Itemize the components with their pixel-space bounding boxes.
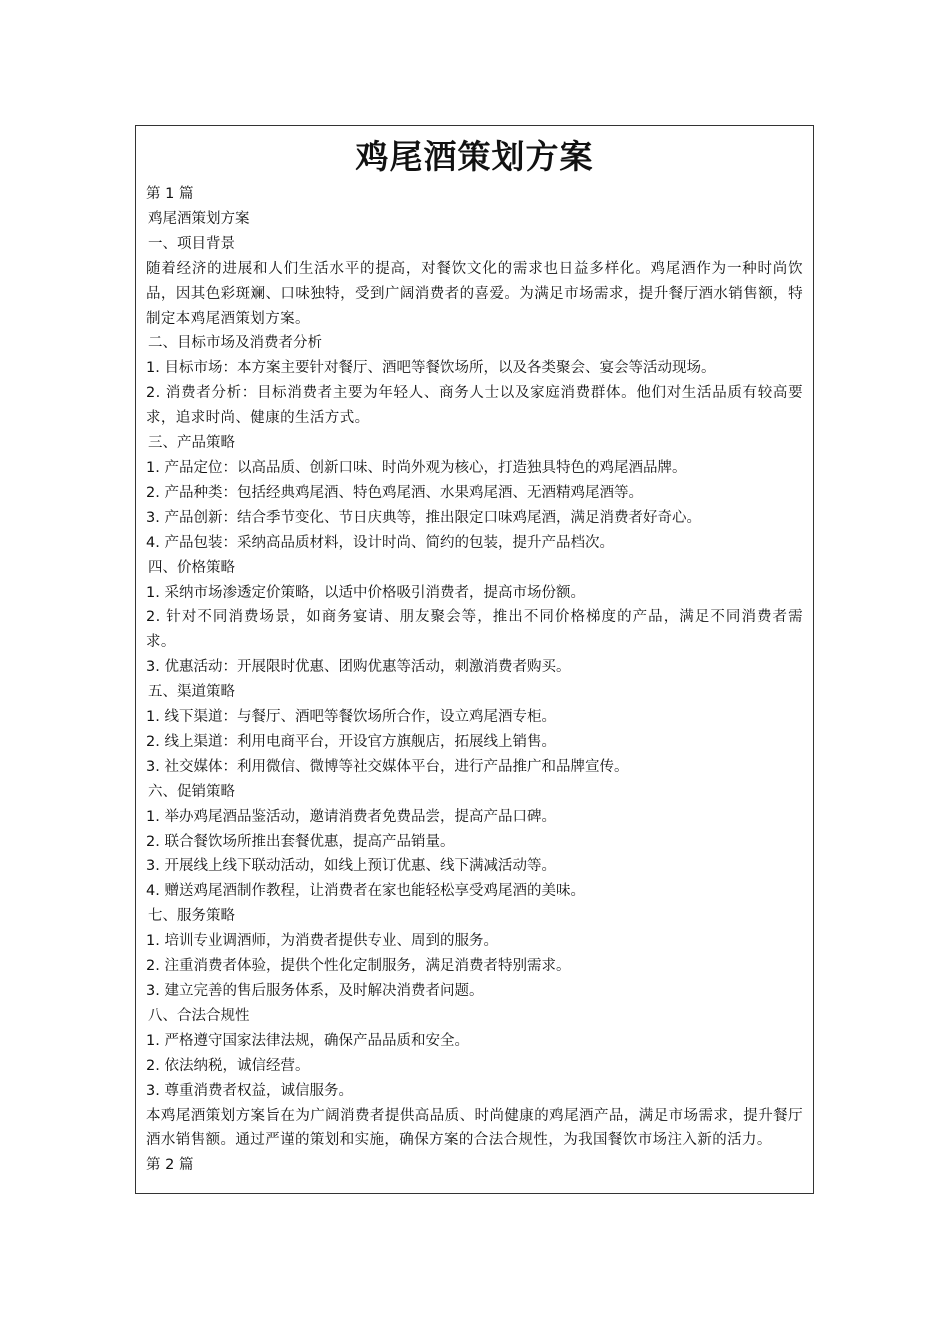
list-item: 3. 社交媒体：利用微信、微博等社交媒体平台，进行产品推广和品牌宣传。 xyxy=(146,758,629,775)
document-frame xyxy=(135,125,814,1194)
section-heading: 七、服务策略 xyxy=(148,908,235,925)
list-item: 2. 消费者分析：目标消费者主要为年轻人、商务人士以及家庭消费群体。他们对生活品质有较高要求，追求时尚、健康的生活方式。 xyxy=(146,385,803,427)
list-item: 3. 产品创新：结合季节变化、节日庆典等，推出限定口味鸡尾酒，满足消费者好奇心。 xyxy=(146,509,701,526)
section-heading: 五、渠道策略 xyxy=(148,684,235,701)
document-title: 鸡尾酒策划方案 xyxy=(355,137,594,176)
list-item: 1. 采纳市场渗透定价策略，以适中价格吸引消费者，提高市场份额。 xyxy=(146,584,585,601)
conclusion-paragraph: 本鸡尾酒策划方案旨在为广阔消费者提供高品质、时尚健康的鸡尾酒产品，满足市场需求，提升餐厅酒水销售额。通过严谨的策划和实施，确保方案的合法合规性，为我国餐饮市场注入新的活力。 xyxy=(146,1107,803,1149)
list-item: 2. 注重消费者体验，提供个性化定制服务，满足消费者特别需求。 xyxy=(146,958,571,975)
list-item: 1. 产品定位：以高品质、创新口味、时尚外观为核心，打造独具特色的鸡尾酒品牌。 xyxy=(146,459,687,476)
list-item: 1. 举办鸡尾酒品鉴活动，邀请消费者免费品尝，提高产品口碑。 xyxy=(146,808,556,825)
section-heading: 一、项目背景 xyxy=(148,235,235,252)
list-item: 3. 优惠活动：开展限时优惠、团购优惠等活动，刺激消费者购买。 xyxy=(146,659,571,676)
paragraph: 随着经济的进展和人们生活水平的提高，对餐饮文化的需求也日益多样化。鸡尾酒作为一种时尚饮品，因其色彩斑斓、口味独特，受到广阔消费者的喜爱。为满足市场需求，提升餐厅酒水销售额，特制定本鸡尾酒策划方案。 xyxy=(146,260,803,327)
list-item: 1. 严格遵守国家法律法规，确保产品品质和安全。 xyxy=(146,1032,469,1049)
section-heading: 六、促销策略 xyxy=(148,783,235,800)
list-item: 2. 针对不同消费场景，如商务宴请、朋友聚会等，推出不同价格梯度的产品，满足不同消费者需求。 xyxy=(146,609,803,651)
list-item: 2. 联合餐饮场所推出套餐优惠，提高产品销量。 xyxy=(146,833,455,850)
part-label: 第 2 篇 xyxy=(146,1157,194,1174)
list-item: 1. 目标市场：本方案主要针对餐厅、酒吧等餐饮场所，以及各类聚会、宴会等活动现场。 xyxy=(146,360,716,377)
list-item: 2. 依法纳税，诚信经营。 xyxy=(146,1057,310,1074)
section-heading: 三、产品策略 xyxy=(148,435,235,452)
section-heading: 二、目标市场及消费者分析 xyxy=(148,335,322,352)
list-item: 3. 建立完善的售后服务体系，及时解决消费者问题。 xyxy=(146,983,484,999)
document-body xyxy=(146,182,803,1178)
list-item: 2. 线上渠道：利用电商平台，开设官方旗舰店，拓展线上销售。 xyxy=(146,733,556,750)
list-item: 4. 赠送鸡尾酒制作教程，让消费者在家也能轻松享受鸡尾酒的美味。 xyxy=(146,883,585,900)
section-heading: 四、价格策略 xyxy=(148,559,235,576)
list-item: 4. 产品包装：采纳高品质材料，设计时尚、简约的包装，提升产品档次。 xyxy=(146,534,614,551)
part-label: 第 1 篇 xyxy=(146,186,194,202)
list-item: 2. 产品种类：包括经典鸡尾酒、特色鸡尾酒、水果鸡尾酒、无酒精鸡尾酒等。 xyxy=(146,484,643,501)
list-item: 3. 开展线上线下联动活动，如线上预订优惠、线下满减活动等。 xyxy=(146,858,556,875)
section-heading: 八、合法合规性 xyxy=(148,1007,250,1024)
list-item: 1. 线下渠道：与餐厅、酒吧等餐饮场所合作，设立鸡尾酒专柜。 xyxy=(146,709,556,726)
subtitle: 鸡尾酒策划方案 xyxy=(148,210,250,227)
list-item: 3. 尊重消费者权益，诚信服务。 xyxy=(146,1082,353,1099)
list-item: 1. 培训专业调酒师，为消费者提供专业、周到的服务。 xyxy=(146,933,498,950)
